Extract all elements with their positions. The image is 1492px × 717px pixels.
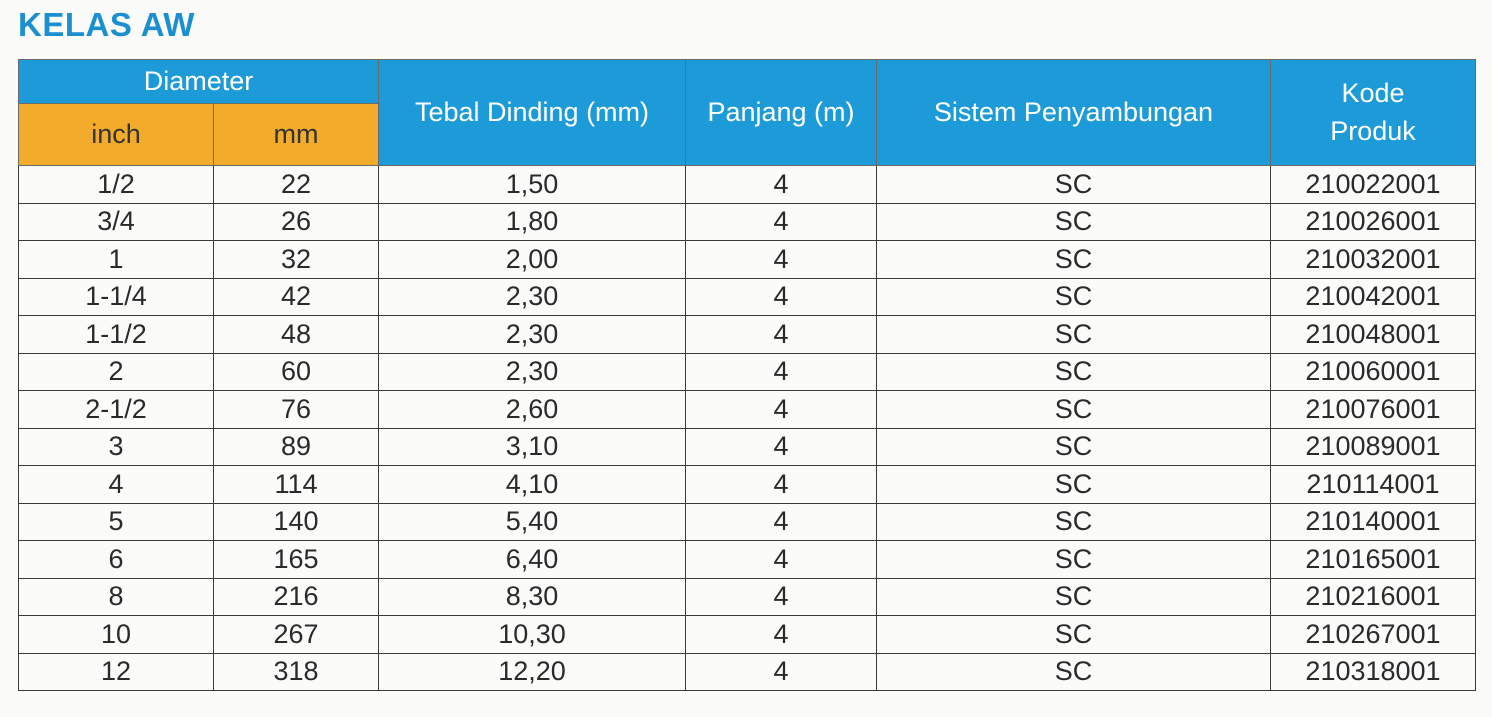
cell-inch: 2: [19, 353, 214, 391]
cell-kode: 210165001: [1271, 541, 1476, 579]
cell-panjang: 4: [686, 653, 877, 691]
cell-inch: 1-1/4: [19, 278, 214, 316]
table-row: [19, 316, 1476, 354]
cell-inch: 1/2: [19, 166, 214, 204]
cell-kode: 210042001: [1271, 278, 1476, 316]
cell-mm: 32: [214, 241, 379, 279]
table-row: [19, 578, 1476, 616]
cell-tebal: 2,60: [379, 391, 686, 429]
cell-inch: 8: [19, 578, 214, 616]
cell-mm: 42: [214, 278, 379, 316]
table-row: [19, 466, 1476, 504]
table-row: [19, 503, 1476, 541]
cell-panjang: 4: [686, 278, 877, 316]
cell-panjang: 4: [686, 578, 877, 616]
cell-inch: 10: [19, 616, 214, 654]
cell-kode: 210267001: [1271, 616, 1476, 654]
cell-panjang: 4: [686, 353, 877, 391]
cell-inch: 1: [19, 241, 214, 279]
cell-mm: 216: [214, 578, 379, 616]
header-kode-produk: [1271, 60, 1476, 166]
cell-sistem: SC: [877, 428, 1271, 466]
cell-panjang: 4: [686, 316, 877, 354]
cell-panjang: 4: [686, 541, 877, 579]
header-tebal-dinding: Tebal Dinding (mm): [379, 60, 686, 166]
product-table: [18, 59, 1476, 691]
cell-inch: 4: [19, 466, 214, 504]
cell-sistem: SC: [877, 466, 1271, 504]
cell-sistem: SC: [877, 203, 1271, 241]
cell-kode: 210026001: [1271, 203, 1476, 241]
table-row: [19, 353, 1476, 391]
cell-mm: 60: [214, 353, 379, 391]
cell-inch: 3/4: [19, 203, 214, 241]
page-title: KELAS AW: [18, 6, 195, 43]
cell-sistem: SC: [877, 653, 1271, 691]
cell-kode: 210022001: [1271, 166, 1476, 204]
cell-tebal: 1,80: [379, 203, 686, 241]
cell-inch: 2-1/2: [19, 391, 214, 429]
cell-tebal: 1,50: [379, 166, 686, 204]
cell-tebal: 2,30: [379, 316, 686, 354]
header-mm: mm: [214, 104, 379, 166]
cell-inch: 6: [19, 541, 214, 579]
table-row: [19, 203, 1476, 241]
cell-panjang: 4: [686, 428, 877, 466]
cell-mm: 318: [214, 653, 379, 691]
cell-mm: 114: [214, 466, 379, 504]
header-panjang: Panjang (m): [686, 60, 877, 166]
header-inch: inch: [19, 104, 214, 166]
cell-tebal: 10,30: [379, 616, 686, 654]
header-sistem-penyambungan: Sistem Penyambungan: [877, 60, 1271, 166]
cell-kode: 210076001: [1271, 391, 1476, 429]
table-body: [19, 166, 1476, 691]
cell-kode: 210032001: [1271, 241, 1476, 279]
cell-tebal: 4,10: [379, 466, 686, 504]
cell-mm: 89: [214, 428, 379, 466]
cell-kode: 210089001: [1271, 428, 1476, 466]
cell-kode: 210216001: [1271, 578, 1476, 616]
table-row: [19, 391, 1476, 429]
cell-inch: 5: [19, 503, 214, 541]
cell-tebal: 2,00: [379, 241, 686, 279]
cell-mm: 26: [214, 203, 379, 241]
cell-panjang: 4: [686, 466, 877, 504]
table-row: [19, 616, 1476, 654]
cell-sistem: SC: [877, 391, 1271, 429]
cell-kode: 210048001: [1271, 316, 1476, 354]
table-row: [19, 166, 1476, 204]
cell-panjang: 4: [686, 166, 877, 204]
cell-inch: 1-1/2: [19, 316, 214, 354]
cell-panjang: 4: [686, 503, 877, 541]
header-kode-line1: Kode: [1341, 77, 1405, 108]
table-row: [19, 241, 1476, 279]
cell-sistem: SC: [877, 616, 1271, 654]
cell-sistem: SC: [877, 541, 1271, 579]
cell-sistem: SC: [877, 316, 1271, 354]
cell-sistem: SC: [877, 166, 1271, 204]
header-diameter: Diameter: [19, 60, 379, 104]
cell-tebal: 6,40: [379, 541, 686, 579]
cell-kode: 210114001: [1271, 466, 1476, 504]
cell-mm: 76: [214, 391, 379, 429]
cell-mm: 22: [214, 166, 379, 204]
cell-panjang: 4: [686, 616, 877, 654]
cell-inch: 3: [19, 428, 214, 466]
cell-panjang: 4: [686, 391, 877, 429]
table-row: [19, 428, 1476, 466]
cell-sistem: SC: [877, 278, 1271, 316]
cell-mm: 48: [214, 316, 379, 354]
cell-panjang: 4: [686, 203, 877, 241]
cell-tebal: 2,30: [379, 278, 686, 316]
cell-kode: 210060001: [1271, 353, 1476, 391]
table-row: [19, 653, 1476, 691]
cell-tebal: 5,40: [379, 503, 686, 541]
cell-kode: 210318001: [1271, 653, 1476, 691]
cell-mm: 140: [214, 503, 379, 541]
cell-kode: 210140001: [1271, 503, 1476, 541]
cell-inch: 12: [19, 653, 214, 691]
header-kode-line2: Produk: [1330, 115, 1416, 146]
cell-sistem: SC: [877, 241, 1271, 279]
cell-panjang: 4: [686, 241, 877, 279]
table-row: [19, 278, 1476, 316]
cell-tebal: 8,30: [379, 578, 686, 616]
cell-tebal: 3,10: [379, 428, 686, 466]
cell-mm: 267: [214, 616, 379, 654]
cell-sistem: SC: [877, 503, 1271, 541]
cell-sistem: SC: [877, 353, 1271, 391]
table-row: [19, 541, 1476, 579]
cell-tebal: 12,20: [379, 653, 686, 691]
cell-tebal: 2,30: [379, 353, 686, 391]
cell-mm: 165: [214, 541, 379, 579]
cell-sistem: SC: [877, 578, 1271, 616]
